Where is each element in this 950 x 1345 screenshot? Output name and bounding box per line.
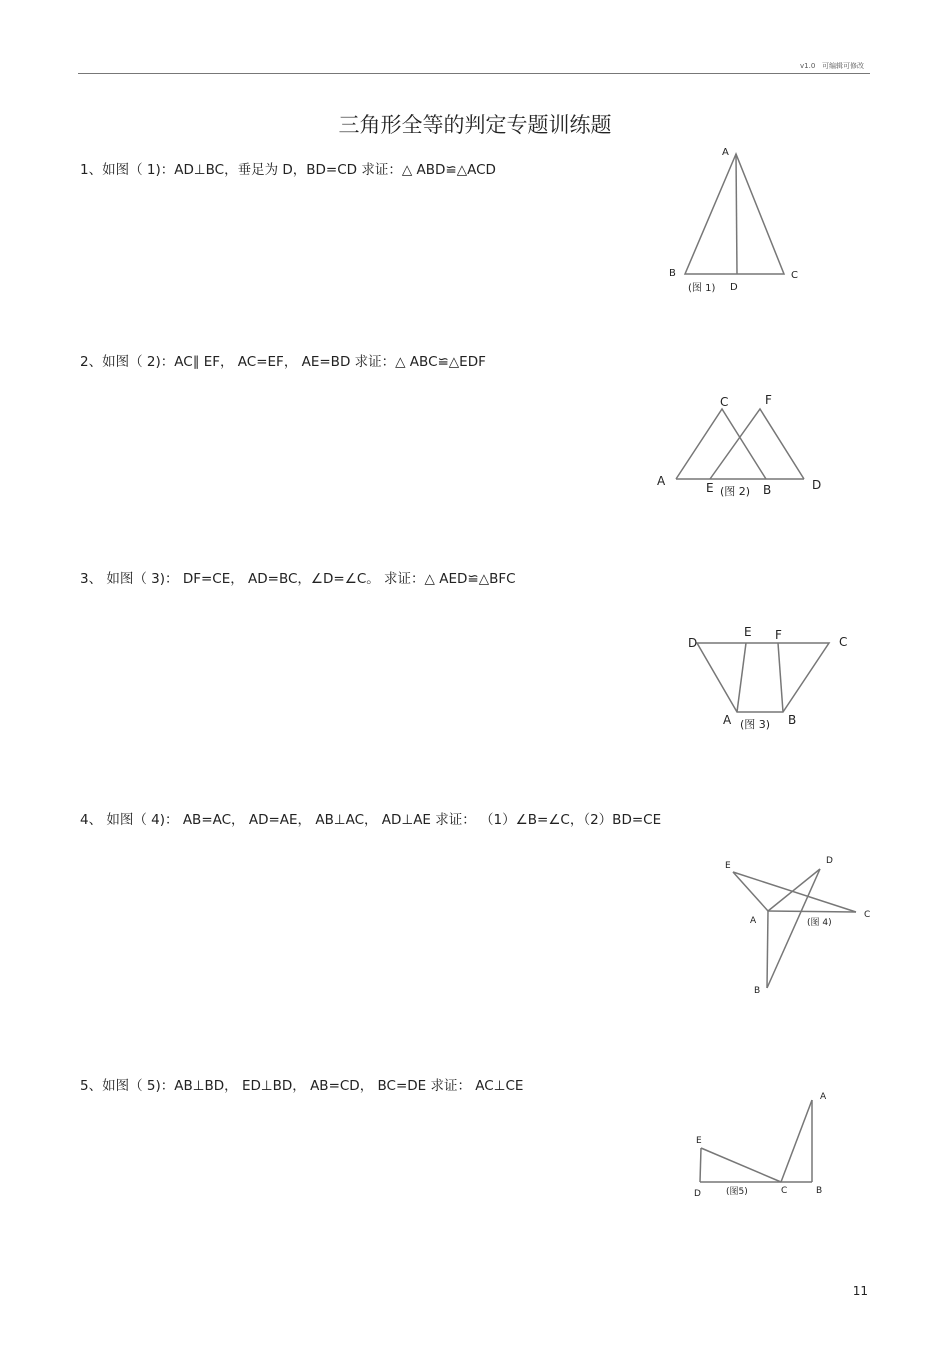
label-e: E [744, 625, 752, 639]
segment-ad [768, 869, 820, 911]
label-a: A [657, 474, 666, 488]
label-f: F [765, 393, 772, 407]
label-e: E [706, 481, 714, 495]
label-a: A [722, 147, 729, 158]
label-b: B [669, 268, 676, 279]
label-a: A [723, 713, 732, 727]
version-label: v1.0 [800, 62, 816, 70]
segment-de [700, 1148, 701, 1182]
label-c: C [864, 910, 871, 920]
label-b: B [788, 713, 797, 727]
label-d: D [694, 1189, 701, 1199]
page-title: 三角形全等的判定专题训练题 [338, 113, 612, 137]
problem-2-text: 2、如图（ 2)：AC∥ EF， AC=EF， AE=BD 求证：△ ABC≌△EDF [80, 354, 486, 370]
segment-ac [768, 911, 856, 912]
label-c: C [781, 1186, 788, 1196]
label-f: F [775, 628, 782, 642]
figure-1 [660, 140, 810, 300]
figure-caption: (图 3) [740, 718, 771, 731]
label-e: E [725, 861, 731, 871]
problem-5-text: 5、如图（ 5)：AB⊥BD， ED⊥BD， AB=CD， BC=DE 求证： AC⊥CE [80, 1078, 524, 1094]
segment-ad [736, 154, 737, 274]
figure-caption: (图5) [726, 1187, 748, 1197]
label-b: B [754, 986, 761, 996]
label-c: C [839, 635, 848, 649]
label-d: D [826, 856, 833, 866]
segment-ce [701, 1148, 781, 1182]
figure-2 [650, 385, 830, 500]
page-number: 11 [852, 1284, 868, 1298]
quadrilateral-abcd [697, 643, 829, 712]
problem-3-text: 3、 如图（ 3)： DF=CE， AD=BC，∠D=∠C。 求证：△ AED≌△BFC [80, 571, 516, 587]
problem-4-text: 4、 如图（ 4)： AB=AC， AD=AE， AB⊥AC， AD⊥AE 求证： （1）∠B=∠C，（2）BD=CE [80, 812, 662, 828]
figure-caption: (图 2) [720, 485, 751, 498]
label-e: E [696, 1136, 702, 1146]
header-note [800, 61, 864, 71]
figure-caption: (图 1) [688, 283, 716, 294]
segment-ae [737, 643, 746, 712]
label-a: A [750, 916, 757, 926]
label-c: C [791, 270, 798, 281]
triangle-abc [685, 154, 784, 274]
label-b: B [816, 1186, 823, 1196]
label-d: D [730, 282, 738, 293]
figure-4 [715, 850, 885, 1000]
segment-bf [778, 643, 783, 712]
editable-note: 可编辑可修改 [822, 62, 864, 70]
triangle-edf [710, 409, 804, 479]
segment-bd [767, 869, 820, 988]
figure-caption: (图 4) [807, 918, 832, 928]
figure-3 [680, 620, 855, 740]
label-d: D [812, 478, 822, 492]
label-a: A [820, 1092, 827, 1102]
label-b: B [763, 483, 772, 497]
label-d: D [688, 636, 698, 650]
label-c: C [720, 395, 729, 409]
figure-5 [685, 1085, 845, 1210]
segment-ab [767, 911, 768, 988]
segment-ac [781, 1100, 812, 1182]
problem-1-text: 1、如图（ 1)：AD⊥BC，垂足为 D，BD=CD 求证：△ ABD≌△ACD [80, 162, 496, 178]
header-rule [78, 73, 870, 74]
